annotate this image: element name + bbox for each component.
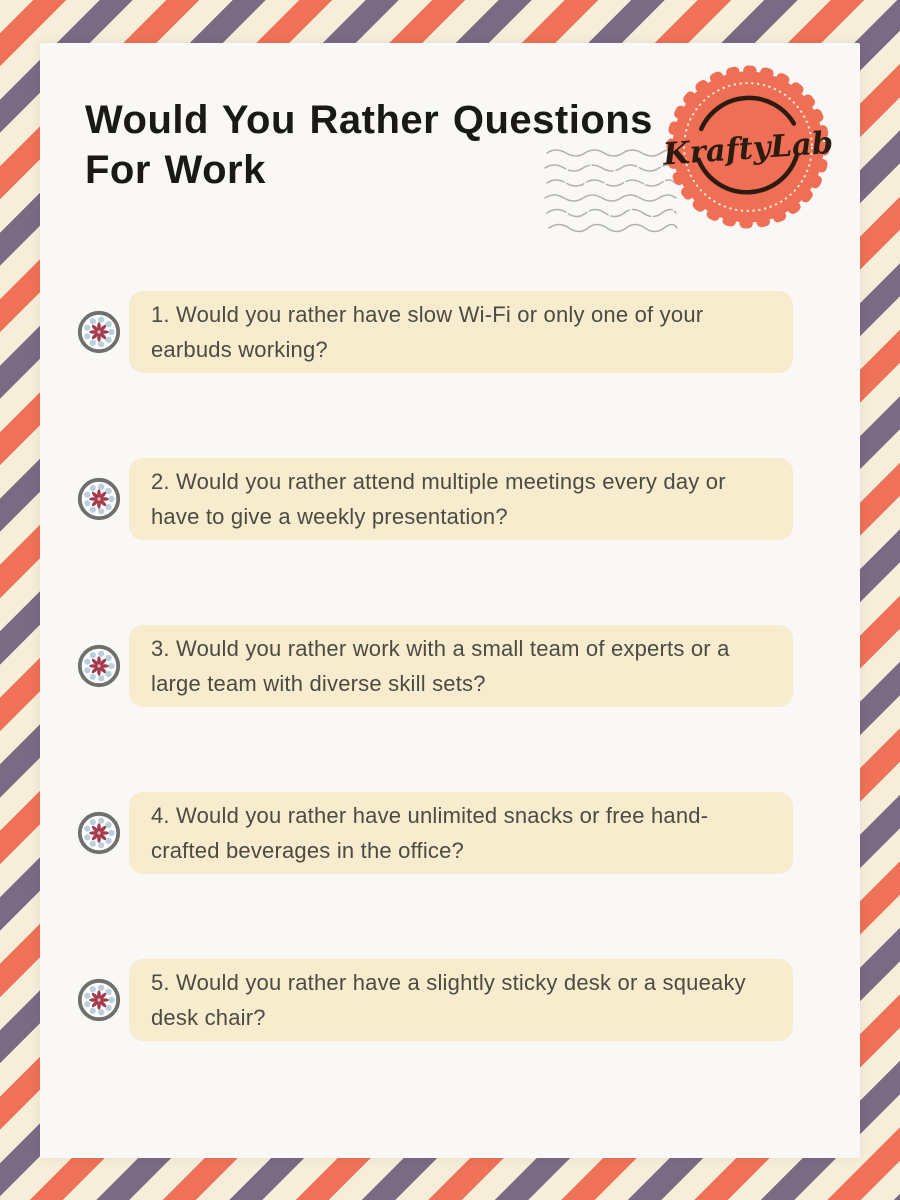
- question-text: 5. Would you rather have a slightly sticky desk or a squeaky desk chair?: [151, 970, 746, 1030]
- question-text: 4. Would you rather have unlimited snacks or free hand-crafted beverages in the office?: [151, 803, 709, 863]
- question-text: 3. Would you rather work with a small team of experts or a large team with diverse skill sets?: [151, 636, 730, 696]
- mandala-stamp-icon: [77, 644, 121, 688]
- question-bubble: [129, 792, 793, 874]
- mandala-stamp-icon: [77, 477, 121, 521]
- title-line-2: For Work: [85, 148, 266, 192]
- question-row: [77, 458, 817, 540]
- kraftylab-stamp-seal-icon: [658, 57, 838, 237]
- questions-list: [77, 291, 817, 1126]
- question-text: 1. Would you rather have slow Wi-Fi or only one of your earbuds working?: [151, 302, 704, 362]
- letter-card: [40, 43, 860, 1158]
- mandala-stamp-icon: [77, 811, 121, 855]
- stamp-brand-text: KraftyLab: [661, 124, 835, 173]
- question-row: [77, 291, 817, 373]
- question-bubble: [129, 625, 793, 707]
- question-bubble: [129, 959, 793, 1041]
- question-row: [77, 959, 817, 1041]
- question-bubble: [129, 291, 793, 373]
- question-row: [77, 625, 817, 707]
- title-line-1: Would You Rather Questions: [85, 98, 653, 142]
- mandala-stamp-icon: [77, 978, 121, 1022]
- mandala-stamp-icon: [77, 310, 121, 354]
- question-row: [77, 792, 817, 874]
- question-bubble: [129, 458, 793, 540]
- question-text: 2. Would you rather attend multiple meetings every day or have to give a weekly presentation?: [151, 469, 726, 529]
